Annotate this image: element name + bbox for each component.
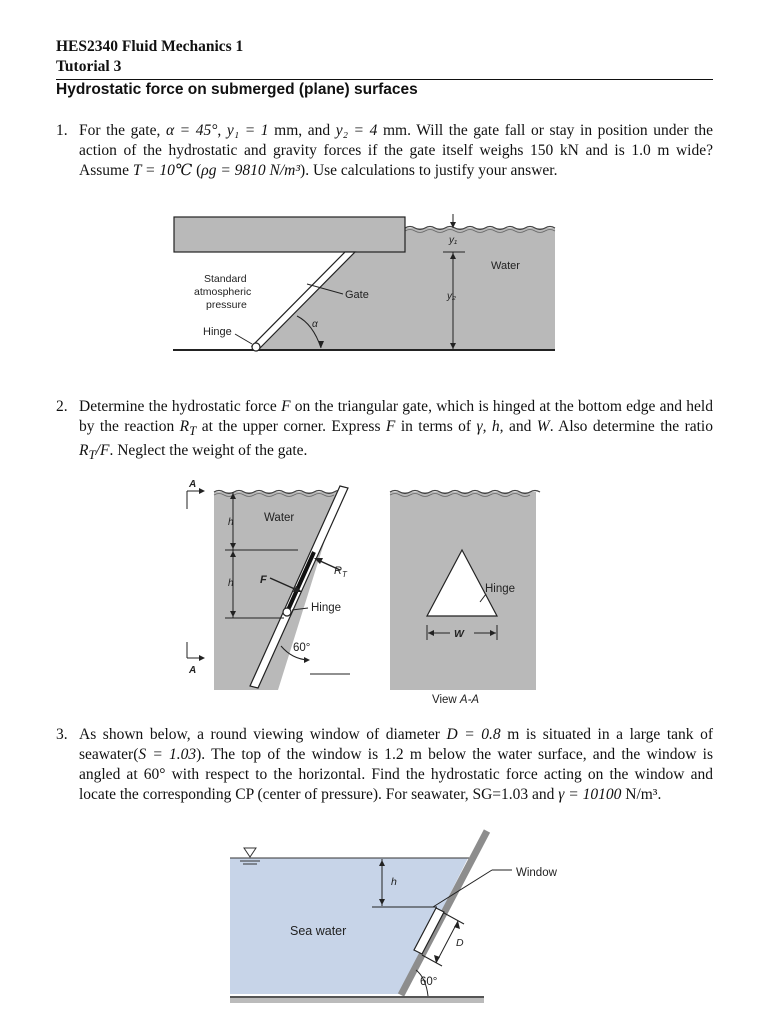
- math-ratio-tail: /F: [95, 442, 110, 460]
- text-run: ). Use calculations to justify your answer.: [300, 162, 558, 179]
- problem-number: 1.: [56, 122, 68, 139]
- math-y2: y₂ = 4: [335, 122, 378, 139]
- diameter-D-label: D: [456, 937, 464, 949]
- text-run: (: [192, 162, 202, 179]
- force-F-label: F: [260, 574, 267, 586]
- tutorial-number: Tutorial 3: [56, 58, 122, 75]
- text-run: ). The top of the window is 1.2 m below the water surface, and the window is angled at 60° with respect to the horizontal. Find the hydrostatic force acting on the window and locate the corresponding CP (center of pressure). For seawater, SG=1.03 and: [79, 746, 713, 803]
- text-run: . Also determine the ratio: [549, 418, 713, 435]
- y2-label: y₂: [447, 291, 456, 302]
- problem-text: [79, 121, 713, 181]
- math-W: W: [536, 418, 550, 435]
- h-label-top: h: [228, 517, 234, 528]
- problem-3: [56, 725, 713, 805]
- reaction-RT-subscript: T: [342, 570, 347, 579]
- figure-3: [230, 828, 557, 1013]
- view-caption: [432, 694, 479, 706]
- alpha-label: α: [312, 319, 318, 330]
- view-caption-section: A-A: [459, 694, 480, 706]
- window-diagram: [230, 828, 557, 1008]
- std-label-3: pressure: [206, 299, 247, 311]
- math-rho-g: ρg = 9810 N/m³: [201, 162, 301, 179]
- math-alpha: α = 45°: [165, 122, 218, 139]
- problem-number: 3.: [56, 726, 68, 743]
- text-run: mm. Will the gate fall or stay in position under the action of the hydrostatic and gravity forces if the gate itself weighs 150 kN and is 1.0 m wide? Assume: [79, 122, 714, 179]
- math-ratio-subscript: T: [88, 447, 96, 463]
- math-T-subscript: T: [189, 423, 197, 439]
- window-label: Window: [516, 867, 557, 879]
- text-run: at the upper corner. Express: [196, 418, 386, 435]
- math-temperature: T = 10℃: [132, 162, 193, 179]
- water-label: Water: [264, 512, 295, 524]
- course-title: HES2340 Fluid Mechanics 1: [56, 38, 244, 55]
- section-A-top: A: [189, 479, 197, 490]
- text-run: and: [503, 418, 537, 435]
- math-specific-gravity: S = 1.03: [138, 746, 197, 763]
- math-y1: y₁ = 1: [226, 122, 269, 139]
- text-run: For the gate,: [79, 122, 166, 139]
- text-run: ,: [217, 122, 227, 139]
- water-label: Water: [491, 260, 520, 272]
- problem-2: [56, 397, 713, 465]
- text-run: As shown below, a round viewing window of diameter: [79, 726, 447, 743]
- angle-label: 60°: [420, 976, 438, 988]
- figure-1: [173, 212, 555, 363]
- section-title: Hydrostatic force on submerged (plane) surfaces: [56, 81, 418, 98]
- text-run: on the triangular gate, which is hinged at the bottom edge and held by the reaction: [79, 398, 713, 435]
- hinge-view-label: Hinge: [485, 583, 516, 595]
- y1-label: y₁: [449, 235, 458, 246]
- std-label-2: atmospheric: [194, 286, 252, 298]
- text-run: in terms of: [395, 418, 477, 435]
- reaction-RT-label: R: [334, 565, 342, 577]
- angle-label: 60°: [293, 642, 311, 654]
- gate-label: Gate: [345, 289, 369, 301]
- text-run: N/m³.: [621, 786, 662, 803]
- problem-text: [79, 397, 713, 465]
- header-rule: [56, 79, 713, 80]
- std-label-1: Standard: [204, 273, 247, 285]
- figure-2: [180, 476, 536, 717]
- text-run: mm, and: [268, 122, 336, 139]
- problem-number: 2.: [56, 398, 68, 415]
- problem-1: [56, 121, 713, 181]
- text-run: m is situated in a large tank of seawater(: [79, 726, 713, 763]
- problem-text: [79, 725, 713, 805]
- h-label-bottom: h: [228, 578, 234, 589]
- text-run: Determine the hydrostatic force: [79, 398, 282, 415]
- section-A-bottom: A: [189, 665, 197, 676]
- depth-h-label: h: [391, 876, 397, 888]
- math-F: F: [281, 398, 291, 415]
- math-gamma: γ = 10100: [558, 786, 622, 803]
- gate-diagram: [173, 212, 555, 358]
- view-caption-text: View: [432, 694, 460, 706]
- sea-water-label: Sea water: [290, 924, 347, 938]
- text-run: . Neglect the weight of the gate.: [109, 442, 308, 460]
- hinge-label: Hinge: [203, 326, 232, 338]
- hinge-label: Hinge: [311, 602, 342, 614]
- math-variables: γ, h,: [476, 418, 504, 435]
- triangular-gate-diagram: [180, 476, 536, 712]
- math-diameter: D = 0.8: [446, 726, 501, 743]
- math-R: R: [179, 418, 190, 435]
- math-ratio-R: R: [79, 442, 89, 460]
- width-W-label: W: [454, 628, 464, 640]
- math-F: F: [385, 418, 396, 435]
